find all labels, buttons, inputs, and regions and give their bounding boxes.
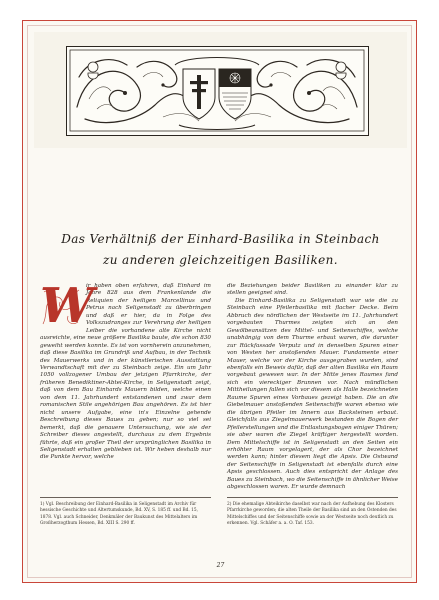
header-vignette	[66, 46, 369, 136]
paragraph: Die Einhard-Basilika zu Seligenstadt war wie die zu Steinbach eine Pfeilerbasilika mit flacher Decke. Beim Abbruch des nördlichen der Westseite im 11. Jahrhundert vorgebauten Thurmes zeigten sich an den Gewölbeansätzen des Mittel- und Seitenschiffes, welche unabhängig von dem Thurme erbaut waren, die darunter zur Rückfassade Verputz und in denselben Spuren einer von Westen her anstoßenden Mauer. Fundamente einer Mauer, welche vor der Kirche ausgegraben wurden, sind ebenfalls ein Beweis dafür, daß der alten Basilika ein Raum vorgebaut gewesen war. In der Mitte jenes Raumes fand sich ein viereckiger Brunnen vor. Nach mündlichen Mittheilungen fallen sich vor diesem als Halle bezeichneten Raume Spuren eines Vorbaues gezeigt haben. Die an die Giebelmauer anstoßenden Seitenschiffe waren ebenso wie die übrigen Pfeiler im Innern aus Backsteinen erbaut. Gleichfalls aus Ziegelmauerwerk bestanden die Bogen der Pfeilerstellungen und die Entlastungsbogen einiger Thüren; sie aber waren die Ziegel kräftiger hergestellt worden. Dem Mittelschiffe ist in Seligenstadt an den Seiten ein erhöhter Raum vorgelagert, der als Chor bezeichnet werden kann; hinter diesem liegt die Apsis. Die Ostwand der Seitenschiffe in Seligenstadt ist ebenfalls durch eine Apsis geschlossen. Auch dies entspricht der Anlage des Baues zu Steinbach, wo die Seitenschiffe in ähnlicher Weise abgeschlossen waren. Er wurde demnach	[227, 297, 398, 491]
initial-letter: W	[40, 278, 94, 334]
footnote-text: 1) Vgl. Beschreibung der Einhard-Basilika in Seligenstadt im Archiv für hessische Geschichte und Altertumskunde, Bd. XV, S. 185 ff. und Bd. 15, 1878. Vgl. auch Schneider, Denkmäler der Baukunst des Mittelalters im Großherzogthum Hessen, Bd. XIII S. 290 ff.	[40, 502, 198, 527]
ornamental-vignette	[67, 47, 367, 134]
footnote-left	[40, 502, 211, 528]
footnote-right	[227, 502, 398, 528]
paragraph: die Beziehungen beider Basiliken zu einander klar zu stellen geeignet sind.	[227, 283, 398, 297]
header-panel	[34, 32, 407, 148]
right-column	[227, 283, 398, 492]
body-text	[40, 278, 399, 511]
footnote-rule-left	[40, 497, 211, 498]
title-line-1: Das Verhältniß der Einhard-Basilika in Steinbach	[61, 232, 380, 246]
footnote-rule-right	[227, 497, 398, 498]
title-line-2: zu anderen gleichzeitigen Basiliken.	[102, 253, 339, 267]
paragraph: ir haben oben erfahren, daß Einhard im Jahre 828 aus dem Frankenlande die Reliquien der heiligen Marcellinus und Petrus nach Seligenstadt zu überbringen und daß er hier, da in Folge des Volkszudranges zur Verehrung der heiligen Leiber die vorhandene alte Kirche nicht ausreichte, eine neue größere Basilika baute, die schon 830 geweiht werden konnte. Es ist von vornherein anzunehmen, daß diese Basilika im Grundriß und Aufbau, in der Technik des Mauerwerks und in der künstlerischen Ausstattung Verwandtschaft mit der zu Steinbach zeige. Ein um Jahr 1050 vollzogener Umbau der jetzigen Pfarrkirche, der früheren Benediktiner-Abtei-Kirche, in Seligenstadt zeigt, daß von dem Bau Einhards Mauern bilden, welche einen von dem 11. Jahrhundert entstandenen und zwar dem romanischen Stile angehörigen Bau angehören. Es ist hier nicht unsere Aufgabe, eine in's Einzelne gehende Beschreibung dieses Baues zu geben; nur so viel sei bemerkt, daß die genauere Untersuchung, wie sie der Schreiber dieses angestellt, durchaus zu dem Ergebnis führte, daß ein großer Theil der ursprünglichen Basilika in Seligenstadt erhalten geblieben ist. Wir heben deshalb nur die Punkte hervor, welche	[40, 283, 211, 461]
chapter-title	[23, 229, 418, 271]
decorated-initial	[40, 278, 94, 334]
footnote-text: 2) Die ehemalige Abteikirche daselbst war nach der Aufhebung des Klosters Pfarrkirche geworden; die alten Theile der Basilika sind an den Ostenden des Mittelschiffes und der Seitenschiffe sowie an der Westseite noch deutlich zu erkennen. Vgl. Schäfer a. a. O. Taf. 153.	[227, 502, 397, 527]
page-number: 27	[216, 562, 225, 569]
left-column	[40, 278, 211, 462]
book-page	[22, 20, 417, 583]
